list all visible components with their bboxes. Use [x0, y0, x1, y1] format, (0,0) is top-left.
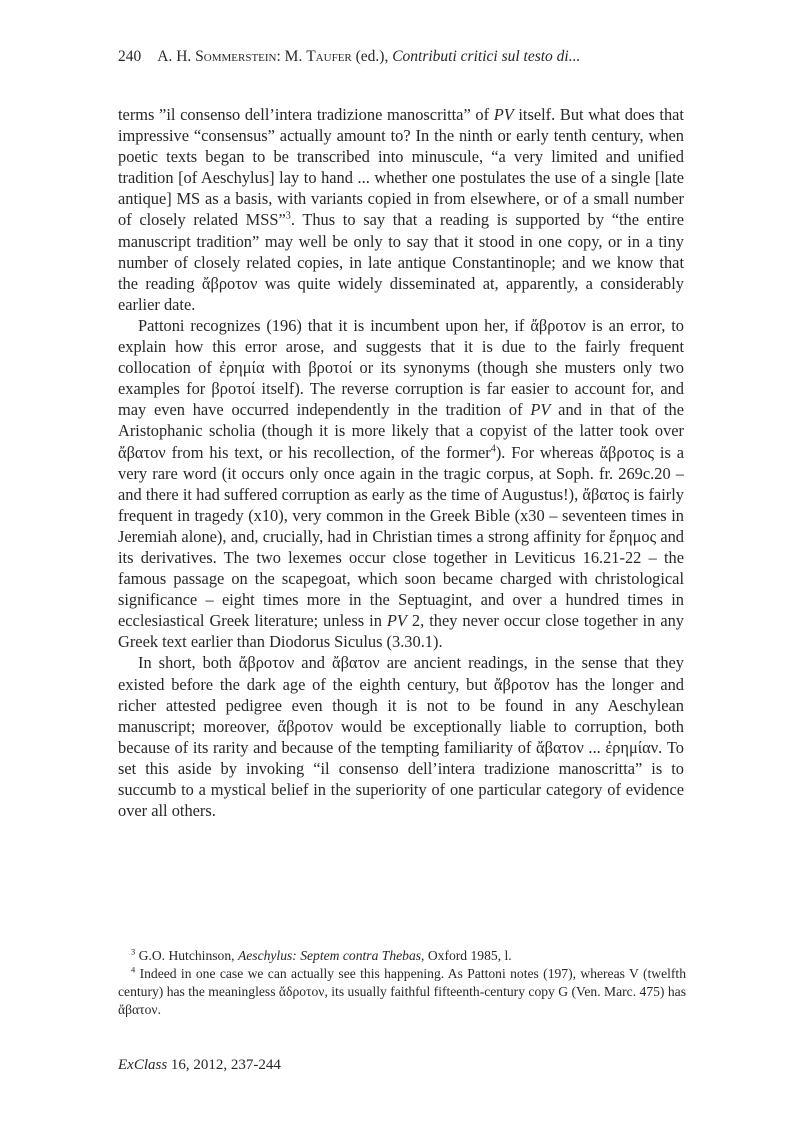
running-header — [118, 47, 684, 66]
paragraph-3: In short, both ἄβροτον and ἄβατον are ancient readings, in the sense that they existed before the dark age of the eighth century, but ἄβροτον has the longer and richer attested pedigree even though it is not to be found in any Aeschylean manuscript; moreover, ἄβροτον would be exceptionally liable to corruption, both because of its rarity and because of the tempting familiarity of ἄβατον ... ἐρημίαν. To set this aside by invoking “il consenso dell’intera tradizione manoscritta” is to succumb to a mystical belief in the superiority of one particular category of evidence over all others. — [118, 653, 684, 821]
body-text — [118, 104, 684, 821]
footnote-4: $^4$ Indeed in one case we can actually see this happening. As Pattoni notes (197), whereas V (twelfth century) has the meaningless ἄδροτον, its usually faithful fifteenth-century copy G (Ven. Marc. 475) has ἄβατον. — [118, 964, 686, 1017]
footnotes — [118, 947, 686, 1019]
journal-footer: ExClass 16, 2012, 237-244 — [118, 1057, 281, 1073]
footnote-3: $^3$ G.O. Hutchinson, Aeschylus: Septem contra Thebas, Oxford 1985, l. — [131, 946, 512, 963]
paragraph-2: Pattoni recognizes (196) that it is incumbent upon her, if ἄβροτον is an error, to explain how this error arose, and suggests that it is due to the fairly frequent collocation of ἐρημία with βροτοί or its synonyms (though she musters only two examples for βροτοί itself). The reverse corruption is far easier to account for, and may even have occurred independently in the tradition of PV and in that of the Aristophanic scholia (though it is more likely that a copyist of the latter took over ἄβατον from his text, or his recollection, of the former$^4$). For whereas ἄβροτος is a very rare word (it occurs only once again in the tragic corpus, at Soph. fr. 269c.20 – and there it had suffered corruption as early as the time of Augustus!), ἄβατος is fairly frequent in tragedy (x10), very common in the Greek Bible (x30 – seventeen times in Jeremiah alone), and, crucially, had in Christian times a strong affinity for ἔρημος and its derivatives. The two lexemes occur close together in Leviticus 16.21-22 – the famous passage on the scapegoat, which soon became charged with christological significance – eight times more in the Septuagint, and over a hundred times in ecclesiastical Greek literature; unless in PV 2, they never occur close together in any Greek text earlier than Diodorus Siculus (3.30.1). — [118, 315, 684, 652]
page-number: 240 — [118, 48, 142, 65]
paragraph-1: terms ”il consenso dell’intera tradizione manoscritta” of PV itself. But what does that impressive “consensus” actually amount to? In the ninth or early tenth century, when poetic texts began to be transcribed into minuscule, “a very limited and unified tradition [of Aeschylus] lay to hand ... whether one postulates the use of a single [late antique] MS as a basis, with variants copied in from elsewhere, or of a small number of closely related MSS”$^3$. Thus to say that a reading is supported by “the entire manuscript tradition” may well be only to say that it stood in one copy, or in a tiny number of closely related copies, in late antique Constantinople; and we know that the reading ἄβροτον was quite widely disseminated at, apparently, a considerably earlier date. — [118, 105, 684, 314]
running-header-citation: A. H. Sommerstein: M. Taufer (ed.), Contributi critici sul testo di... — [157, 48, 581, 65]
